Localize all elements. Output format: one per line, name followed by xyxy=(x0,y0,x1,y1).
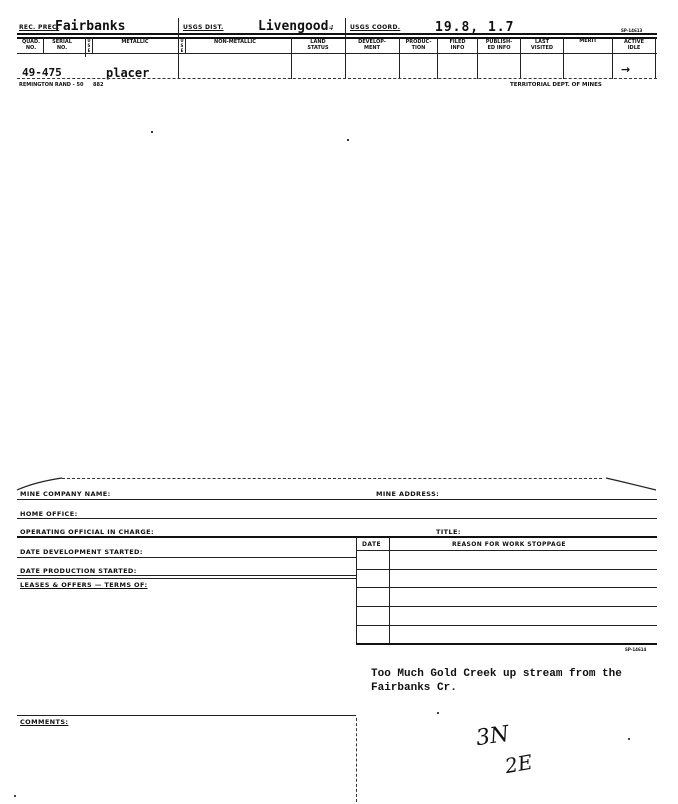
date-production-label: DATE PRODUCTION STARTED: xyxy=(20,567,137,575)
form-code: SP-14613 xyxy=(621,28,643,33)
col-published-info: PUBLISH- ED INFO xyxy=(485,39,513,51)
scan-speck xyxy=(151,131,153,133)
rule xyxy=(17,499,657,500)
col-serial: SERIAL NO. xyxy=(52,39,72,51)
scan-speck xyxy=(437,712,439,714)
table-left-border xyxy=(356,537,357,644)
rec-prec-label: REC. PREC. xyxy=(19,24,60,31)
rule xyxy=(17,518,657,519)
usgs-dist-mark: 4 xyxy=(329,24,334,32)
table-row-rule xyxy=(356,625,657,626)
col-non-metallic: NON-METALLIC xyxy=(214,39,256,45)
rule xyxy=(17,536,657,538)
col-metallic: METALLIC xyxy=(121,39,149,45)
home-office-label: HOME OFFICE: xyxy=(20,510,78,518)
reason-col-header: REASON FOR WORK STOPPAGE xyxy=(452,541,566,548)
col-active-idle: ACTIVE IDLE xyxy=(623,39,645,51)
divider xyxy=(43,37,44,53)
divider xyxy=(185,37,186,53)
col-last-visited: LAST VISITED xyxy=(530,39,554,51)
header-row-separator xyxy=(17,53,657,54)
scan-speck xyxy=(628,738,630,740)
table-bottom-rule xyxy=(356,643,657,645)
perforation-line xyxy=(62,478,602,479)
date-col-header: DATE xyxy=(362,541,381,548)
leases-label: LEASES & OFFERS — TERMS OF: xyxy=(20,581,148,589)
rule xyxy=(17,715,356,716)
usgs-coord-value: 19.8, 1.7 xyxy=(435,20,515,35)
table-row-rule xyxy=(356,606,657,607)
footer-strip-left: REMINGTON RAND - 50 xyxy=(19,82,84,88)
divider xyxy=(92,37,93,53)
typed-remark xyxy=(371,667,622,695)
handwritten-township: 3N xyxy=(474,721,511,752)
typed-remark-line-1: Too Much Gold Creek up stream from the xyxy=(371,668,622,680)
usgs-coord-label: USGS COORD. xyxy=(350,24,401,31)
comments-divider xyxy=(356,718,357,802)
footer-strip-right: TERRITORIAL DEPT. OF MINES xyxy=(510,82,602,88)
typed-remark-line-2: Fairbanks Cr. xyxy=(371,682,457,694)
col-filed-info: FILED INFO xyxy=(449,39,466,51)
table-header-rule xyxy=(356,550,657,551)
col-development: DEVELOP- MENT xyxy=(358,39,386,51)
divider xyxy=(655,37,656,79)
table-row-rule xyxy=(356,569,657,570)
serial-value: 49-475 xyxy=(22,66,62,79)
table-row-rule xyxy=(356,587,657,588)
rec-prec-value: Fairbanks xyxy=(55,19,126,34)
metallic-value: placer xyxy=(106,66,150,80)
comments-label: COMMENTS: xyxy=(20,718,69,726)
handwritten-range: 2E xyxy=(503,749,535,779)
title-label: TITLE: xyxy=(436,528,461,536)
fold-curve-right xyxy=(604,476,658,494)
usgs-dist-label: USGS DIST. xyxy=(183,24,224,31)
mine-company-label: MINE COMPANY NAME: xyxy=(20,490,111,498)
col-land-status: LAND STATUS xyxy=(307,39,329,51)
mine-address-label: MINE ADDRESS: xyxy=(376,490,440,498)
col-use-1: U S E xyxy=(87,38,91,53)
footer-strip-left-code: 882 xyxy=(93,82,104,88)
col-use-2: U S E xyxy=(180,38,184,53)
table-date-divider xyxy=(389,537,390,644)
usgs-dist-value: Livengood xyxy=(258,19,329,34)
rule xyxy=(17,578,356,579)
rule xyxy=(17,575,356,576)
scan-speck xyxy=(347,139,349,141)
col-merit: MERIT xyxy=(579,38,597,44)
bottom-form-code: SP-14614 xyxy=(625,647,647,652)
operating-official-label: OPERATING OFFICIAL IN CHARGE: xyxy=(20,528,154,536)
col-quad: QUAD. NO. xyxy=(21,39,41,51)
rule xyxy=(17,557,356,558)
row-bottom-rule xyxy=(17,78,657,79)
col-production: PRODUC- TION xyxy=(405,39,432,51)
scan-speck xyxy=(14,795,16,797)
active-mark: → xyxy=(621,63,631,76)
date-development-label: DATE DEVELOPMENT STARTED: xyxy=(20,548,143,556)
